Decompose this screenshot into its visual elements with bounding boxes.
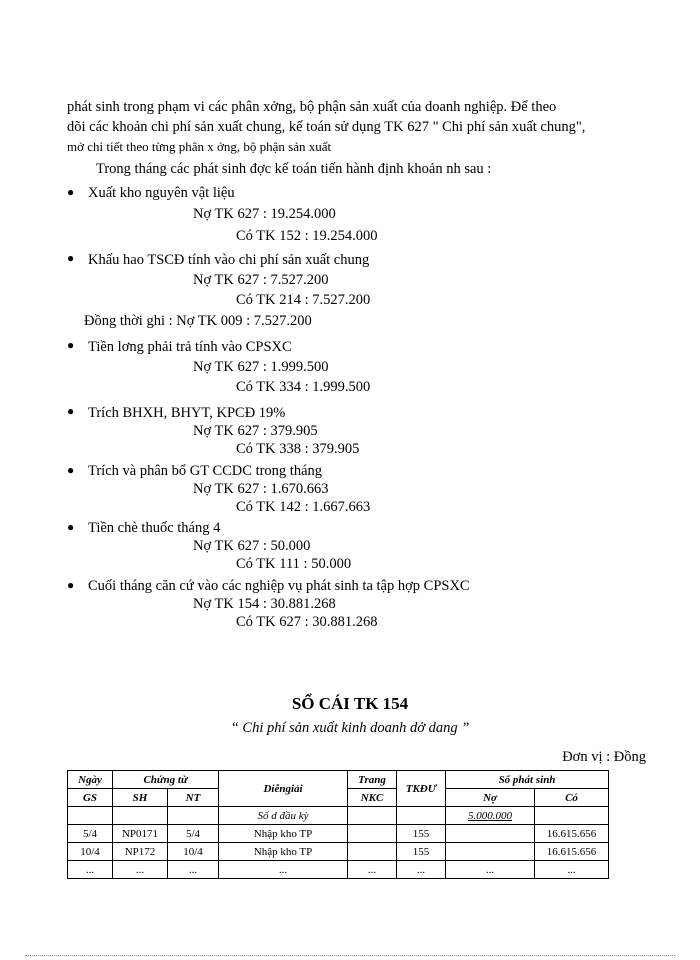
opening-balance-debit: 5.000.000	[446, 807, 535, 825]
cell-nt: 5/4	[168, 825, 219, 843]
cell-date: ...	[68, 861, 113, 879]
intro-line-4: Trong tháng các phát sinh đợc kế toán tiến hành định khoản nh sau :	[96, 161, 492, 177]
bullet-icon: ●	[67, 404, 75, 418]
entry-title: Cuối tháng căn cứ vào các nghiệp vụ phát sinh ta tập hợp CPSXC	[88, 578, 470, 594]
entry-debit: Nợ TK 627 : 379.905	[193, 423, 318, 439]
ledger-title: SỔ CÁI TK 154	[291, 694, 409, 713]
cell-date: 5/4	[68, 825, 113, 843]
intro-line-3: mở chi tiết theo từng phân x ởng, bộ phận sản xuất	[67, 139, 332, 154]
cell-credit: ...	[535, 861, 609, 879]
ledger-subtitle: “ Chi phí sản xuất kinh doanh dở dang ”	[230, 720, 470, 736]
entry-debit: Nợ TK 627 : 1.670.663	[193, 481, 329, 497]
entry-debit: Nợ TK 627 : 7.527.200	[193, 272, 329, 288]
entry-title: Tiền chè thuốc tháng 4	[88, 520, 221, 536]
cell-nt: ...	[168, 861, 219, 879]
entry-debit: Nợ TK 627 : 50.000	[193, 538, 311, 554]
opening-balance-label: Số d đầu kỳ	[219, 807, 348, 825]
header-so-phat-sinh: Số phát sinh	[446, 771, 609, 789]
cell-desc: ...	[219, 861, 348, 879]
entry-title: Xuất kho nguyên vật liệu	[88, 185, 235, 201]
header-sh: SH	[113, 789, 168, 807]
cell-page: ...	[348, 861, 397, 879]
cell-page	[348, 825, 397, 843]
bullet-icon: ●	[67, 251, 75, 265]
entry-credit: Có TK 627 : 30.881.268	[236, 614, 378, 630]
cell-desc: Nhập kho TP	[219, 843, 348, 861]
cell-credit: 16.615.656	[535, 843, 609, 861]
header-co: Có	[535, 789, 609, 807]
cell-acct: 155	[397, 825, 446, 843]
header-dien-giai: Diễngiải	[219, 771, 348, 807]
cell-sh: NP0171	[113, 825, 168, 843]
bullet-icon: ●	[67, 578, 75, 592]
entry-credit: Có TK 214 : 7.527.200	[236, 292, 371, 308]
entry-title: Trích và phân bổ GT CCDC trong tháng	[88, 463, 323, 479]
cell-sh: NP172	[113, 843, 168, 861]
header-gs: GS	[68, 789, 113, 807]
cell-debit	[446, 843, 535, 861]
entry-credit: Có TK 334 : 1.999.500	[236, 379, 371, 395]
entry-title: Khấu hao TSCĐ tính vào chi phí sản xuất chung	[88, 252, 370, 268]
cell-sh: ...	[113, 861, 168, 879]
cell-page	[348, 843, 397, 861]
header-nt: NT	[168, 789, 219, 807]
simultaneous-entry: Đồng thời ghi : Nợ TK 009 : 7.527.200	[84, 313, 312, 329]
header-no: Nợ	[446, 789, 535, 807]
header-nkc: NKC	[348, 789, 397, 807]
header-ngay: Ngày	[68, 771, 113, 789]
header-tkdu: TKĐƯ	[397, 771, 446, 807]
table-row	[68, 843, 609, 861]
cell-debit: ...	[446, 861, 535, 879]
intro-line-1: phát sinh trong phạm vi các phân xởng, bộ phận sản xuất của doanh nghiệp. Để theo	[67, 99, 557, 115]
cell-debit	[446, 825, 535, 843]
entry-credit: Có TK 152 : 19.254.000	[236, 228, 378, 244]
cell-credit: 16.615.656	[535, 825, 609, 843]
entry-debit: Nợ TK 627 : 19.254.000	[193, 206, 336, 222]
bullet-icon: ●	[67, 463, 75, 477]
bullet-icon: ●	[67, 338, 75, 352]
entry-credit: Có TK 338 : 379.905	[236, 441, 360, 457]
page-bottom-divider	[25, 955, 675, 956]
bullet-icon: ●	[67, 520, 75, 534]
entry-debit: Nợ TK 627 : 1.999.500	[193, 359, 329, 375]
table-row	[68, 825, 609, 843]
intro-line-2: dõi các khoản chi phí sản xuất chung, kế toán sử dụng TK 627 " Chi phí sản xuất chung",	[67, 119, 586, 135]
cell-acct: 155	[397, 843, 446, 861]
header-chung-tu: Chứng từ	[113, 771, 219, 789]
bullet-icon: ●	[67, 185, 75, 199]
entry-credit: Có TK 142 : 1.667.663	[236, 499, 371, 515]
cell-nt: 10/4	[168, 843, 219, 861]
opening-balance-row	[68, 807, 609, 825]
header-trang: Trang	[348, 771, 397, 789]
entry-title: Tiền lơng phải trả tính vào CPSXC	[88, 339, 292, 355]
cell-date: 10/4	[68, 843, 113, 861]
ledger-table	[67, 770, 609, 879]
entry-debit: Nợ TK 154 : 30.881.268	[193, 596, 336, 612]
cell-desc: Nhập kho TP	[219, 825, 348, 843]
entry-credit: Có TK 111 : 50.000	[236, 556, 352, 572]
currency-unit: Đơn vị : Đồng	[562, 749, 646, 765]
cell-acct: ...	[397, 861, 446, 879]
table-row	[68, 861, 609, 879]
entry-title: Trích BHXH, BHYT, KPCĐ 19%	[88, 405, 286, 421]
